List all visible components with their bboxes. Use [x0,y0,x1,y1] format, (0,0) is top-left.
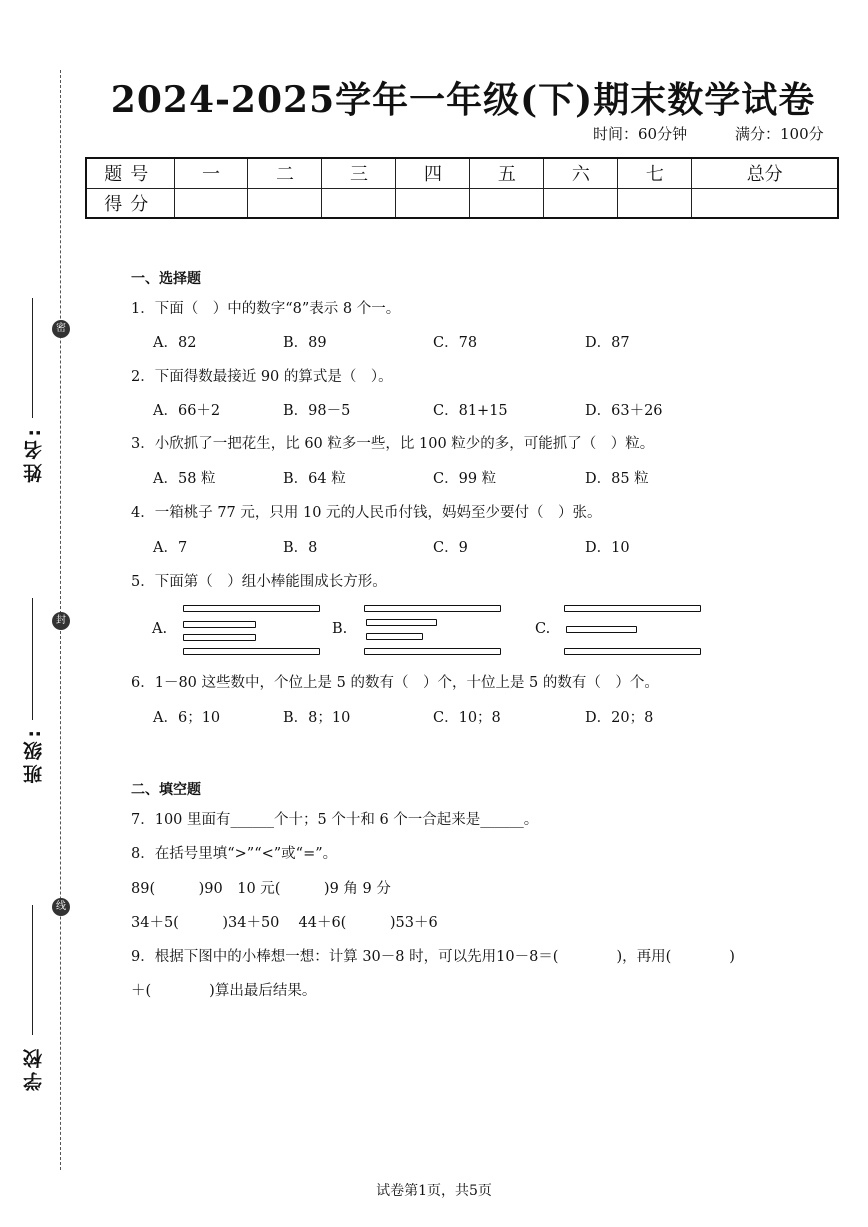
school-label: 学校 [23,1045,45,1091]
seal-mi: 密 [52,320,70,338]
stick-short [183,621,256,628]
score-cell[interactable] [470,188,544,218]
page-footer: 试卷第1页，共5页 [376,1183,492,1199]
q4-option-a: A．7 [153,540,188,556]
q4-option-c: C．9 [433,540,468,556]
section-title-fill: 二、填空题 [131,782,201,798]
q1-option-c: C．78 [433,335,478,351]
stick-long [364,648,501,655]
score-table-header-row [86,158,838,188]
section-title-choice: 一、选择题 [131,271,201,287]
score-table [85,157,839,219]
question-7: 7．100 里面有______个十；5 个十和 6 个一合起来是______。 [131,812,539,828]
stick-long [564,605,701,612]
question-9: 9．根据下图中的小棒想一想：计算 30－8 时，可以先用10－8＝( )，再用( ) [131,949,735,965]
score-cell[interactable] [618,188,692,218]
seal-feng: 封 [52,612,70,630]
score-header-cell: 一 [174,158,248,188]
q3-option-a: A．58 粒 [153,471,216,487]
q1-option-a: A．82 [153,335,197,351]
school-underline [32,905,33,1035]
question-2: 2．下面得数最接近 90 的算式是（ ）。 [131,369,393,385]
q3-option-d: D．85 粒 [585,471,649,487]
score-header-cell: 五 [470,158,544,188]
question-4: 4．一箱桃子 77 元，只用 10 元的人民币付钱，妈妈至少要付（ ）张。 [131,505,602,521]
q2-option-d: D．63＋26 [585,403,663,419]
score-header-cell: 三 [322,158,396,188]
score-cell[interactable] [174,188,248,218]
name-underline [32,298,33,418]
stick-long [183,605,320,612]
full-score: 满分：100分 [735,125,824,143]
score-header-cell: 四 [396,158,470,188]
q4-option-d: D．10 [585,540,630,556]
question-5: 5．下面第（ ）组小棒能围成长方形。 [131,574,387,590]
score-cell[interactable] [322,188,396,218]
question-8-line-1: 89( )90 10 元( )9 角 9 分 [131,881,391,897]
stick-long [564,648,701,655]
score-header-cell: 题号 [86,158,174,188]
question-1: 1．下面（ ）中的数字“8”表示 8 个一。 [131,301,401,317]
score-row-label: 得分 [86,188,174,218]
stick-short [366,619,437,626]
seal-xian: 线 [52,898,70,916]
stick-short [183,634,256,641]
score-header-cell: 二 [248,158,322,188]
q2-option-b: B．98－5 [283,403,351,419]
score-table-score-row [86,188,838,218]
q1-option-b: B．89 [283,335,327,351]
score-cell[interactable] [248,188,322,218]
q1-option-d: D．87 [585,335,630,351]
stick-short [366,633,423,640]
score-header-cell: 六 [544,158,618,188]
q5-option-c-label: C. [535,621,551,637]
q6-option-b: B．8；10 [283,710,351,726]
score-cell[interactable] [692,188,838,218]
q3-option-c: C．99 粒 [433,471,497,487]
stick-long [183,648,320,655]
q6-option-a: A．6；10 [153,710,221,726]
score-cell[interactable] [396,188,470,218]
stick-long [364,605,501,612]
q5-option-a-label: A. [152,621,168,637]
q2-option-a: A．66＋2 [153,403,221,419]
exam-time: 时间：60分钟 [593,125,688,143]
question-9-line-2: ＋( )算出最后结果。 [131,983,317,999]
stick-short [566,626,637,633]
q5-option-b-label: B. [332,621,348,637]
question-8-line-2: 34＋5( )34＋50 44＋6( )53＋6 [131,915,438,931]
q2-option-c: C．81+15 [433,403,508,419]
q4-option-b: B．8 [283,540,318,556]
score-header-cell: 七 [618,158,692,188]
q6-option-c: C．10；8 [433,710,501,726]
name-label: 姓名: [23,425,45,483]
question-6: 6．1－80 这些数中，个位上是 5 的数有（ ）个，十位上是 5 的数有（ ）个。 [131,675,659,691]
score-header-cell: 总分 [692,158,838,188]
question-3: 3．小欣抓了一把花生，比 60 粒多一些，比 100 粒少的多，可能抓了（ ）粒。 [131,436,655,452]
q3-option-b: B．64 粒 [283,471,346,487]
page-title: 2024-2025学年一年级(下)期末数学试卷 [110,79,816,121]
class-underline [32,598,33,720]
question-8: 8．在括号里填“>”“<”或“=”。 [131,846,338,862]
score-cell[interactable] [544,188,618,218]
q6-option-d: D．20；8 [585,710,654,726]
class-label: 班级: [23,726,45,784]
